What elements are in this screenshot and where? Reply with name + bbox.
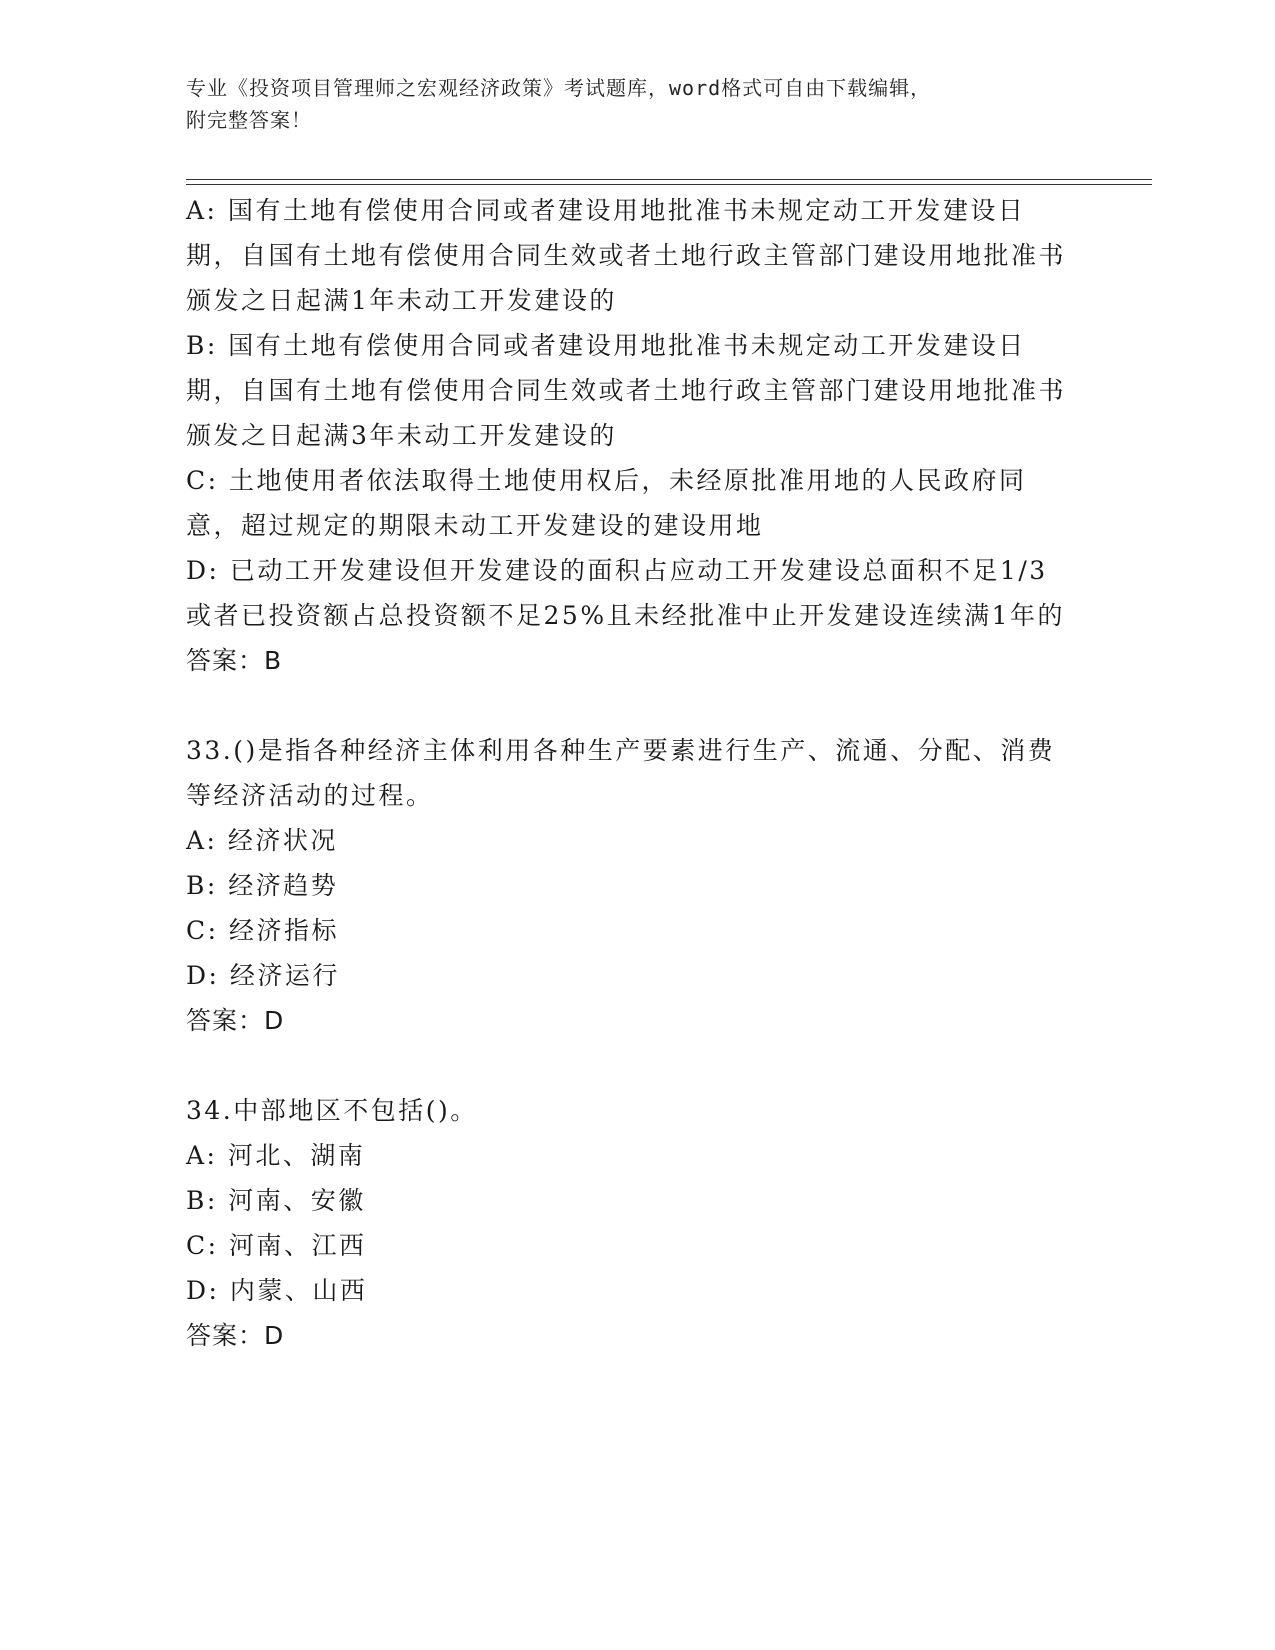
answer-line: 答案：D [186, 1321, 285, 1350]
question-33-block [186, 728, 1066, 1043]
option-a: A: 河北、湖南 [186, 1141, 366, 1170]
answer-line: 答案：D [186, 1006, 285, 1035]
question-text: 33.()是指各种经济主体利用各种生产要素进行生产、流通、分配、消费等经济活动的过程。 [186, 736, 1056, 810]
option-b: B: 经济趋势 [186, 871, 339, 900]
document-header [186, 72, 1066, 136]
question-32-block [186, 188, 1066, 683]
option-d: D: 经济运行 [186, 961, 340, 990]
answer-line: 答案：B [186, 646, 283, 675]
header-line-2: 附完整答案！ [186, 108, 312, 132]
option-b: B: 河南、安徽 [186, 1186, 366, 1215]
question-34-block [186, 1088, 1066, 1358]
option-c: C: 经济指标 [186, 916, 339, 945]
option-a: A: 国有土地有偿使用合同或者建设用地批准书未规定动工开发建设日期，自国有土地有偿使用合同生效或者土地行政主管部门建设用地批准书颁发之日起满1年未动工开发建设的 [186, 196, 1067, 315]
header-divider-top [186, 179, 1152, 180]
option-a: A: 经济状况 [186, 826, 338, 855]
option-b: B: 国有土地有偿使用合同或者建设用地批准书未规定动工开发建设日期，自国有土地有偿使用合同生效或者土地行政主管部门建设用地批准书颁发之日起满3年未动工开发建设的 [186, 331, 1067, 450]
option-d: D: 已动工开发建设但开发建设的面积占应动工开发建设总面积不足1/3或者已投资额占总投资额不足25%且未经批准中止开发建设连续满1年的 [186, 556, 1065, 630]
spacer [186, 683, 1066, 728]
option-d: D: 内蒙、山西 [186, 1276, 368, 1305]
header-line-1: 专业《投资项目管理师之宏观经济政策》考试题库，word格式可自由下载编辑， [186, 76, 932, 100]
spacer [186, 1043, 1066, 1088]
option-c: C: 河南、江西 [186, 1231, 367, 1260]
question-text: 34.中部地区不包括()。 [186, 1096, 478, 1125]
question-content [186, 188, 1066, 1358]
option-c: C: 土地使用者依法取得土地使用权后，未经原批准用地的人民政府同意，超过规定的期限未动工开发建设的建设用地 [186, 466, 1027, 540]
header-divider-bottom [186, 184, 1152, 185]
